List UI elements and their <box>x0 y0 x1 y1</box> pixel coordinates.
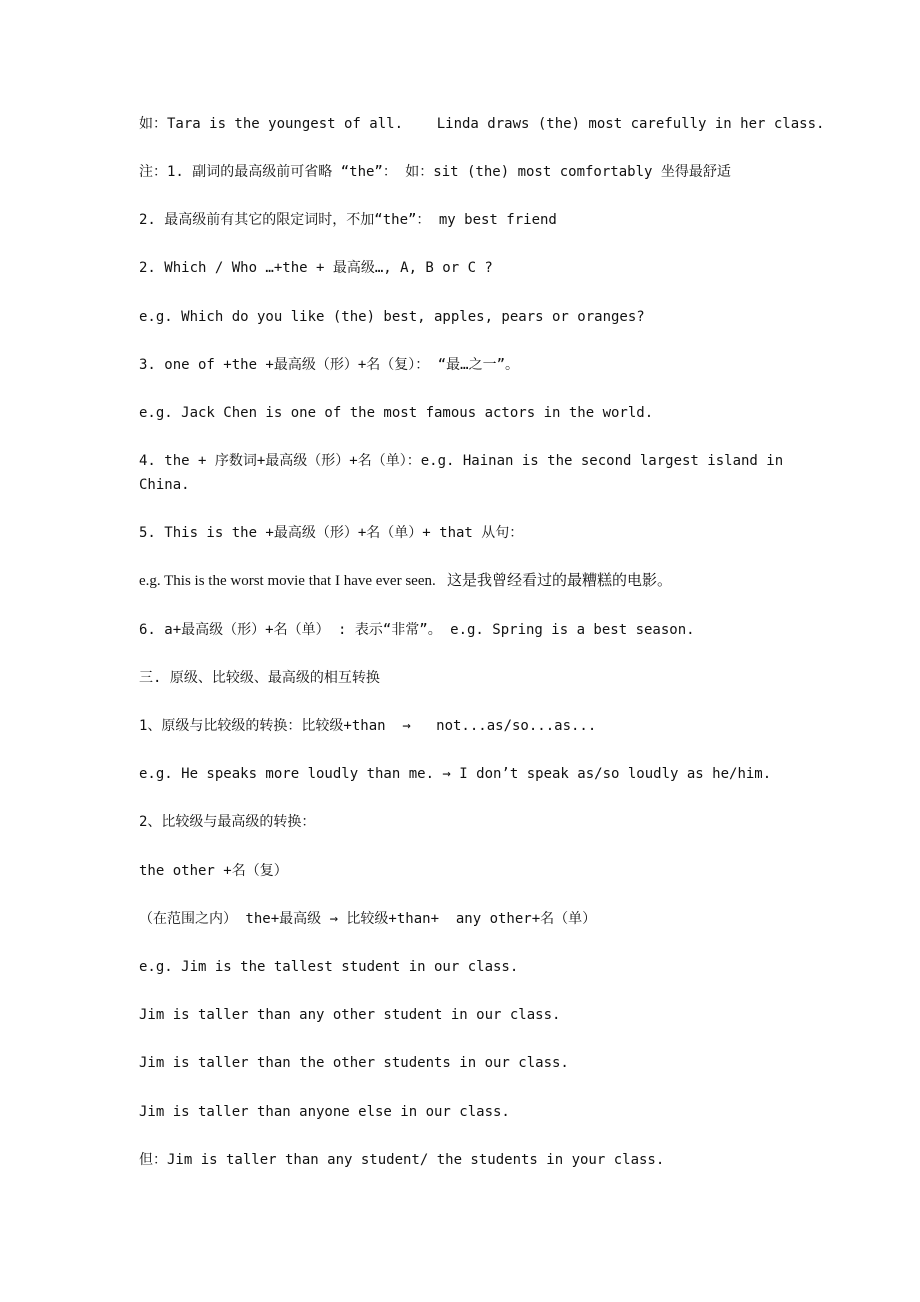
text-line: 注：1. 副词的最高级前可省略 “the”： 如：sit (the) most comfortably 坐得最舒适 <box>139 164 731 180</box>
text-line: 4. the + 序数词+最高级（形）+名（单）：e.g. Hainan is the second largest island in <box>139 453 784 469</box>
text-line: Jim is taller than the other students in our class. <box>139 1055 569 1071</box>
text-line: e.g. He speaks more loudly than me. → I don’t speak as/so loudly as he/him. <box>139 766 772 782</box>
text-line: Jim is taller than any other student in our class. <box>139 1007 561 1023</box>
text-line: 2. Which / Who …+the + 最高级…, A, B or C ? <box>139 260 493 276</box>
text-line: （在范围之内） the+最高级 → 比较级+than+ any other+名（单） <box>139 911 597 927</box>
text-line: e.g. Jim is the tallest student in our class. <box>139 959 519 975</box>
text-line: Jim is taller than anyone else in our class. <box>139 1104 510 1120</box>
text-line: 6. a+最高级（形）+名（单） : 表示“非常”。 e.g. Spring is a best season. <box>139 622 695 638</box>
text-line: 2、比较级与最高级的转换： <box>139 814 316 830</box>
text-line: 2. 最高级前有其它的限定词时，不加“the”： my best friend <box>139 212 557 228</box>
text-line: e.g. This is the worst movie that I have ever seen. 这是我曾经看过的最糟糕的电影。 <box>139 573 672 589</box>
text-line: 3. one of +the +最高级（形）+名（复）： “最…之一”。 <box>139 357 520 373</box>
text-line: e.g. Which do you like (the) best, apples, pears or oranges? <box>139 309 645 325</box>
text-line: 但：Jim is taller than any student/ the students in your class. <box>139 1152 665 1168</box>
text-line: China. <box>139 477 190 493</box>
text-line: the other +名（复） <box>139 863 288 879</box>
text-line: e.g. Jack Chen is one of the most famous actors in the world. <box>139 405 654 421</box>
text-line: 5. This is the +最高级（形）+名（单）+ that 从句： <box>139 525 524 541</box>
section-heading: 三. 原级、比较级、最高级的相互转换 <box>139 670 380 686</box>
text-line: 1、原级与比较级的转换：比较级+than → not...as/so...as... <box>139 718 597 734</box>
text-line: 如：Tara is the youngest of all. Linda draws (the) most carefully in her class. <box>139 116 825 132</box>
